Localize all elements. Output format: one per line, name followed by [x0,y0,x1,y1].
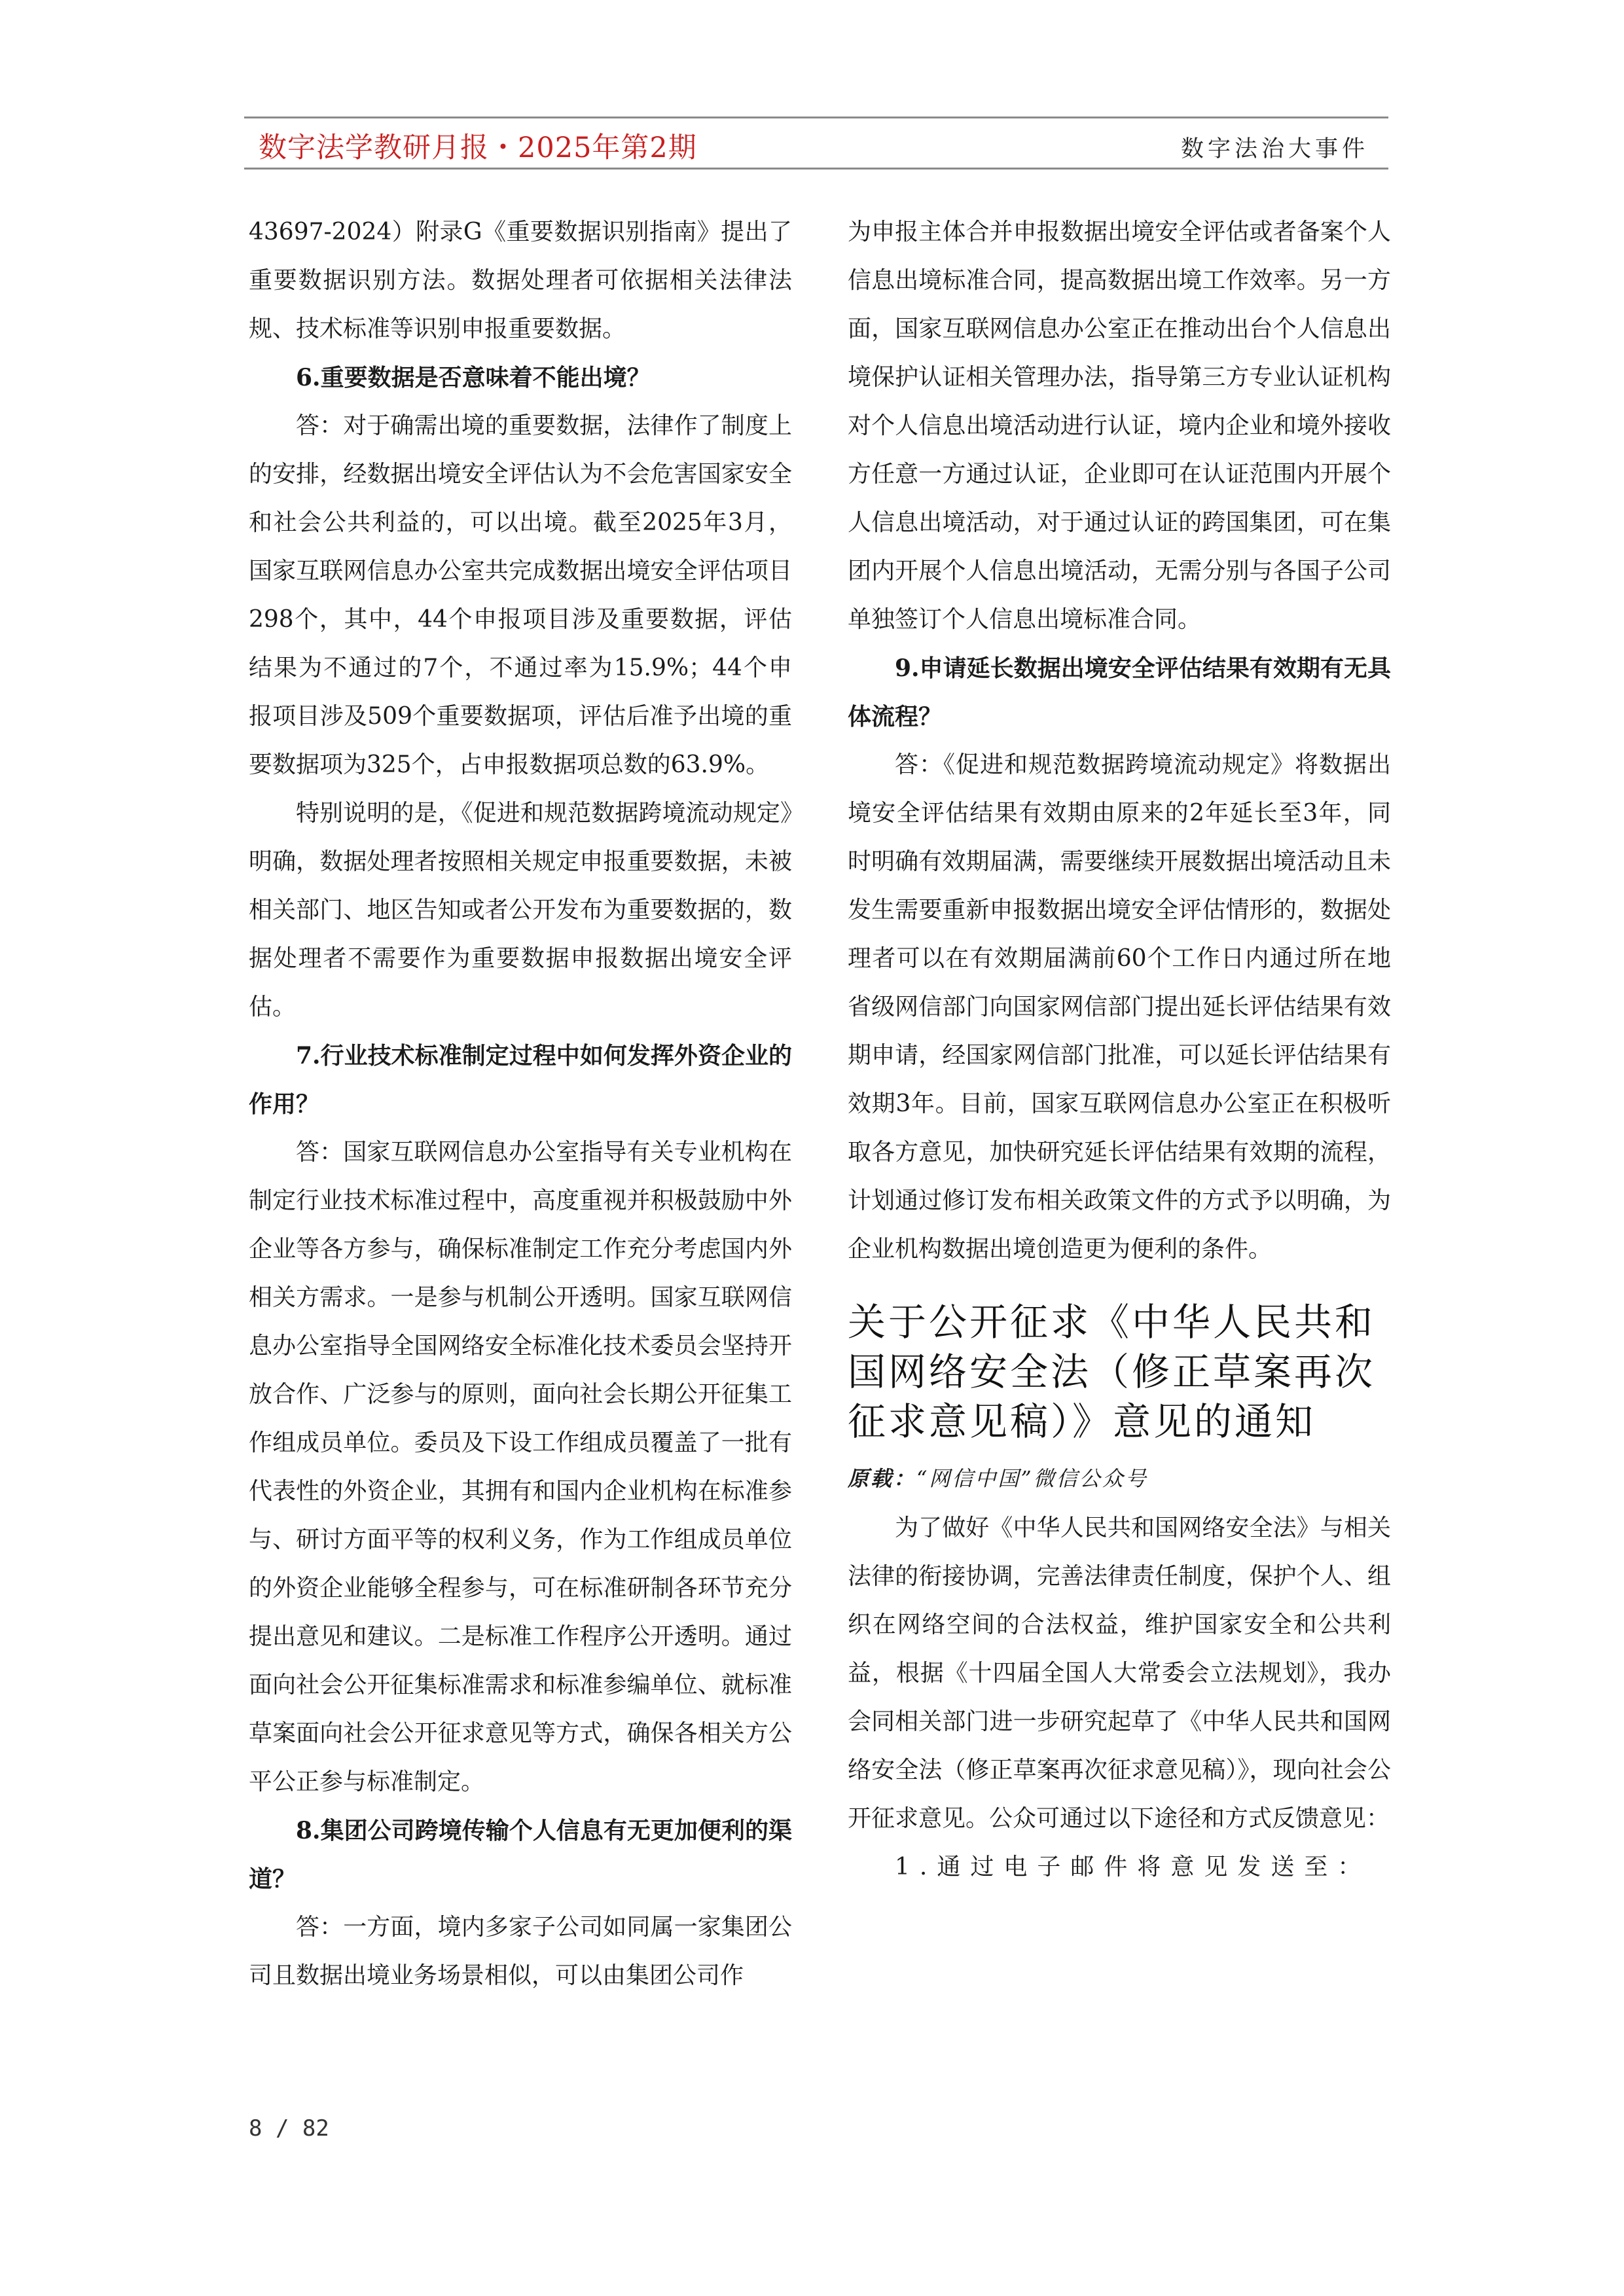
question-8-heading: 8.集团公司跨境传输个人信息有无更加便利的渠道？ [249,1817,792,1893]
paragraph-continued: 43697-2024）附录G《重要数据识别指南》提出了重要数据识别方法。数据处理者可依据相关法律法规、技术标准等识别申报重要数据。 [249,219,792,342]
answer-9-paragraph: 答：《促进和规范数据跨境流动规定》将数据出境安全评估结果有效期由原来的2年延长至3年，同时明确有效期届满，需要继续开展数据出境活动且未发生需要重新申报数据出境安全评估情形的，数据处理者可以在有效期届满前60个工作日内通过所在地省级网信部门向国家网信部门提出延长评估结果有效期申请，经国家网信部门批准，可以延长评估结果有效期3年。目前，国家互联网信息办公室正在积极听取各方意见，加快研究延长评估结果有效期的流程，计划通过修订发布相关政策文件的方式予以明确，为企业机构数据出境创造更为便利的条件。 [848,751,1391,1263]
question-7-heading: 7.行业技术标准制定过程中如何发挥外资企业的作用？ [249,1042,792,1118]
answer-8-paragraph-continued: 为申报主体合并申报数据出境安全评估或者备案个人信息出境标准合同，提高数据出境工作效率。另一方面，国家互联网信息办公室正在推动出台个人信息出境保护认证相关管理办法，指导第三方专业认证机构对个人信息出境活动进行认证，境内企业和境外接收方任意一方通过认证，企业即可在认证范围内开展个人信息出境活动，对于通过认证的跨国集团，可在集团内开展个人信息出境活动，无需分别与各国子公司单独签订个人信息出境标准合同。 [848,219,1391,633]
page-number: 8 / 82 [249,2115,329,2142]
article-body-paragraph: 为了做好《中华人民共和国网络安全法》与相关法律的衔接协调，完善法律责任制度，保护个人、组织在网络空间的合法权益，维护国家安全和公共利益，根据《十四届全国人大常委会立法规划》，我办会同相关部门进一步研究起草了《中华人民共和国网络安全法（修正草案再次征求意见稿）》，现向社会公开征求意见。公众可通过以下途径和方式反馈意见： [848,1515,1391,1832]
source-label: 原载： [848,1466,917,1491]
left-column [249,208,792,2000]
journal-title: 数字法学教研月报・2025年第2期 [259,132,697,164]
article-source [848,1454,1391,1503]
right-column [848,208,1391,1892]
list-item-1: 1.通过电子邮件将意见发送至： [895,1854,1371,1880]
section-title: 数字法治大事件 [1180,136,1369,162]
question-6-heading: 6.重要数据是否意味着不能出境？ [296,364,651,391]
answer-6-note-paragraph: 特别说明的是，《促进和规范数据跨境流动规定》明确，数据处理者按照相关规定申报重要数据，未被相关部门、地区告知或者公开发布为重要数据的，数据处理者不需要作为重要数据申报数据出境安全评估。 [249,800,792,1020]
article-title: 关于公开征求《中华人民共和国网络安全法（修正草案再次征求意见稿）》意见的通知 [848,1300,1376,1444]
answer-8-paragraph-start: 答：一方面，境内多家子公司如同属一家集团公司且数据出境业务场景相似，可以由集团公司作 [249,1914,792,1989]
header-top-rule [244,117,1388,118]
header-bottom-rule [244,168,1388,170]
source-value: “网信中国”微信公众号 [916,1466,1148,1491]
question-9-heading: 9.申请延长数据出境安全评估结果有效期有无具体流程？ [848,655,1391,730]
answer-6-paragraph: 答：对于确需出境的重要数据，法律作了制度上的安排，经数据出境安全评估认为不会危害国家安全和社会公共利益的，可以出境。截至2025年3月，国家互联网信息办公室共完成数据出境安全评估项目298个，其中，44个申报项目涉及重要数据，评估结果为不通过的7个，不通过率为15.9%；44个申报项目涉及509个重要数据项，评估后准予出境的重要数据项为325个，占申报数据项总数的63.9%。 [249,412,792,778]
answer-7-paragraph: 答：国家互联网信息办公室指导有关专业机构在制定行业技术标准过程中，高度重视并积极鼓励中外企业等各方参与，确保标准制定工作充分考虑国内外相关方需求。一是参与机制公开透明。国家互联网信息办公室指导全国网络安全标准化技术委员会坚持开放合作、广泛参与的原则，面向社会长期公开征集工作组成员单位。委员及下设工作组成员覆盖了一批有代表性的外资企业，其拥有和国内企业机构在标准参与、研讨方面平等的权利义务，作为工作组成员单位的外资企业能够全程参与，可在标准研制各环节充分提出意见和建议。二是标准工作程序公开透明。通过面向社会公开征集标准需求和标准参编单位、就标准草案面向社会公开征求意见等方式，确保各相关方公平公正参与标准制定。 [249,1139,792,1795]
